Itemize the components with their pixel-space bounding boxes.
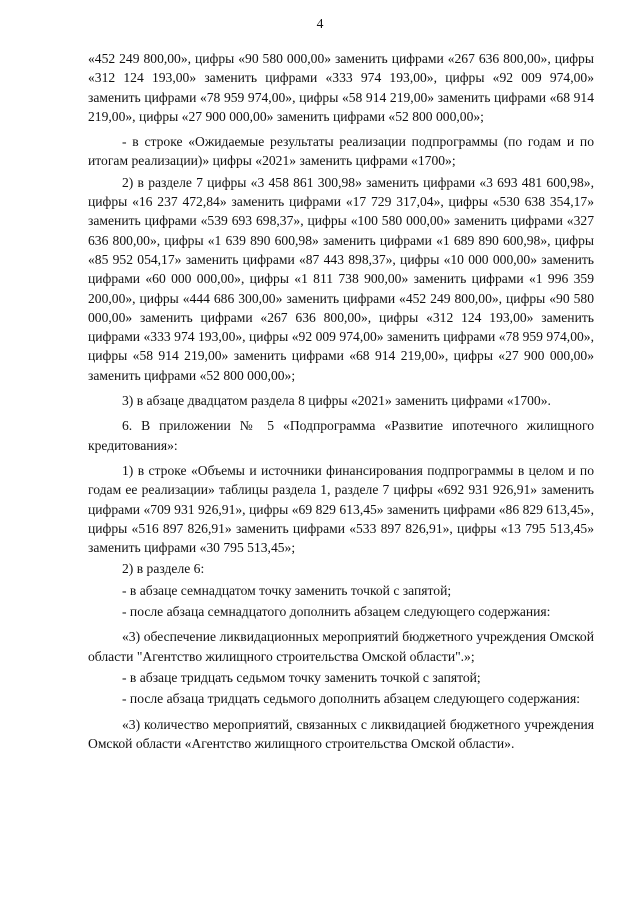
paragraph: «3) количество мероприятий, связанных с ликвидацией бюджетного учреждения Омской области «Агентство жилищного строительства Омской области». (88, 716, 594, 751)
paragraph: - в абзаце семнадцатом точку заменить точкой с запятой; (122, 582, 452, 598)
paragraph: 6. В приложении № 5 «Подпрограмма «Развитие ипотечного жилищного кредитования»: (88, 418, 594, 453)
paragraph: 3) в абзаце двадцатом раздела 8 цифры «2021» заменить цифрами «1700». (122, 393, 551, 409)
paragraph: «452 249 800,00», цифры «90 580 000,00» заменить цифрами «267 636 800,00», цифры «312 124 193,00» заменить цифрами «333 974 193,00», цифры «92 009 974,00» заменить цифрами «78 959 974,00», цифры «58 914 219,00» заменить цифрами «68 914 219,00», цифры «27 900 000,00» заменить цифрами «52 800 000,00»; (88, 51, 594, 124)
paragraph: 2) в разделе 7 цифры «3 458 861 300,98» заменить цифрами «3 693 481 600,98», цифры «16 237 472,84» заменить цифрами «17 729 317,04», цифры «530 638 354,17» заменить цифрами «539 693 698,37», цифры «100 580 000,00» заменить цифрами «327 636 800,00», цифры «1 639 890 600,98» заменить цифрами «1 689 890 600,98», цифры «85 952 054,17» заменить цифрами «87 443 898,37», цифры «10 000 000,00» заменить цифрами «60 000 000,00», цифры «1 811 738 900,00» заменить цифрами «1 996 359 200,00», цифры «444 686 300,00» заменить цифрами «452 249 800,00», цифры «90 580 000,00» заменить цифрами «267 636 800,00», цифры «312 124 193,00» заменить цифрами «333 974 193,00», цифры «92 009 974,00» заменить цифрами «78 959 974,00», цифры «58 914 219,00» заменить цифрами «68 914 219,00», цифры «27 900 000,00» заменить цифрами «52 800 000,00»; (88, 174, 594, 383)
document-body (88, 49, 594, 755)
paragraph: - после абзаца семнадцатого дополнить абзацем следующего содержания: (122, 604, 551, 620)
page-number: 4 (316, 16, 324, 31)
paragraph: - в строке «Ожидаемые результаты реализации подпрограммы (по годам и по итогам реализации)» цифры «2021» заменить цифрами «1700»; (88, 134, 594, 169)
paragraph: 1) в строке «Объемы и источники финансирования подпрограммы в целом и по годам ее реализации» таблицы раздела 1, разделе 7 цифры «692 931 926,91» заменить цифрами «709 931 926,91», цифры «69 829 613,45» заменить цифрами «86 829 613,45», цифры «516 897 826,91» заменить цифрами «533 897 826,91», цифры «13 795 513,45» заменить цифрами «30 795 513,45»; (88, 462, 594, 556)
paragraph: - после абзаца тридцать седьмого дополнить абзацем следующего содержания: (122, 691, 581, 707)
paragraph: 2) в разделе 6: (122, 561, 205, 577)
paragraph: «3) обеспечение ликвидационных мероприятий бюджетного учреждения Омской области "Агентство жилищного строительства Омской области".»; (88, 629, 594, 664)
paragraph: - в абзаце тридцать седьмом точку заменить точкой с запятой; (122, 669, 481, 685)
